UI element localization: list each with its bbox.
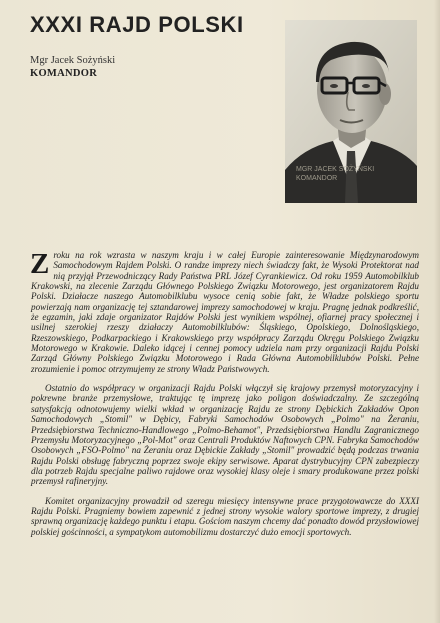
author-name: Mgr Jacek Sożyński: [30, 55, 116, 66]
paragraph-1-text: roku na rok wzrasta w naszym kraju i w całej Europie zainteresowanie Międzynarodowym Samochodowym Rajdem Polski. O randze imprezy niech świadczy fakt, że Wysoki Protektorat nad nią przyjął Przewodniczący Rady Państwa PRL Józef Cyrankiewicz. Od roku 1959 Automobilklub Krakowski, na zlecenie Zarządu Głównego Polskiego Związku Motorowego, jest organizatorem Rajdu Polski. Działacze naszego Automobilklubu wysoce cenią sobie fakt, że Władze polskiego sportu powierzają nam organizację tej sztandarowej imprezy samochodowej w kraju. Pragnę jednak podkreślić, że egzamin, jaki zdaje organizator Rajdów Polski jest wynikiem wspólnej, ofiarnej pracy społecznej i usilnej szerokiej rzeszy działaczy Automobilklubów: Śląskiego, Opolskiego, Dolnośląskiego, Rzeszowskiego, Podkarpackiego i Krakowskiego przy współpracy Zarządu Okręgu Polskiego Związku Motorowego w Krakowie. Daleko idącej i cennej pomocy udziela nam przy organizacji Rajdu Polski Zarząd Główny Polskiego Związku Motorowego i Rada Główna Automobilklubów Polski. Pełne zrozumienie i pomoc otrzymujemy ze strony Władz Państwowych.: [31, 250, 419, 374]
page-edge-shadow: [434, 0, 440, 623]
article-body: [31, 250, 419, 546]
paragraph-2: Ostatnio do współpracy w organizacji Rajdu Polski włączył się krajowy przemysł motoryzacyjny i pokrewne branże przemysłowe, traktując tę imprezę jako poligon doświadczalny. Ze szczególną satysfakcją odnotowujemy wielki wkład w organizację Rajdu ze strony Dębickich Zakładów Opon Samochodowych „Stomil" w Dębicy, Fabryki Samochodów Osobowych „Polmo" na Żeraniu, Przedsiębiorstwa Techniczno-Handlowego „Polmo-Behamot", Przedsiębiorstwa Handlu Zagranicznego Przemysłu Motoryzacyjnego „Pol-Mot" oraz Centrali Produktów Naftowych CPN. Fabryka Samochodów Osobowych „FSO-Polmo" na Żeraniu oraz Dębickie Zakłady „Stomil" prowadzić będą podczas trwania Rajdu Polski obsługę fabryczną poprzez swoje ekipy serwisowe. Aparat dystrybucyjny CPN zabezpieczy dla potrzeb Rajdu specjalne paliwo rajdowe oraz wysokiej klasy oleje i smary produkowane przez polski przemysł rafineryjny.: [31, 383, 419, 487]
bleed-through-text: [296, 165, 426, 183]
article-title: XXXI RAJD POLSKI: [30, 12, 244, 37]
paragraph-1: [31, 250, 419, 374]
author-role: KOMANDOR: [30, 68, 98, 79]
paragraph-3: Komitet organizacyjny prowadził od szeregu miesięcy intensywne prace przygotowawcze do XXXI Rajdu Polski. Pragniemy bowiem zapewnić z jednej strony wysokie walory sportowe imprezy, z drugiej sprawną organizację każdego punktu i etapu. Gościom naszym chcemy dać ponadto dowód przysłowiowej polskiej gościnności, a sympatykom automobilizmu dostarczyć dużo emocji sportowych.: [31, 495, 419, 537]
bleed-line: KOMANDOR: [296, 175, 338, 182]
drop-cap: Z: [30, 248, 50, 280]
byline: [30, 54, 260, 80]
bleed-line: MGR JACEK SOŻYŃSKI: [296, 166, 375, 173]
